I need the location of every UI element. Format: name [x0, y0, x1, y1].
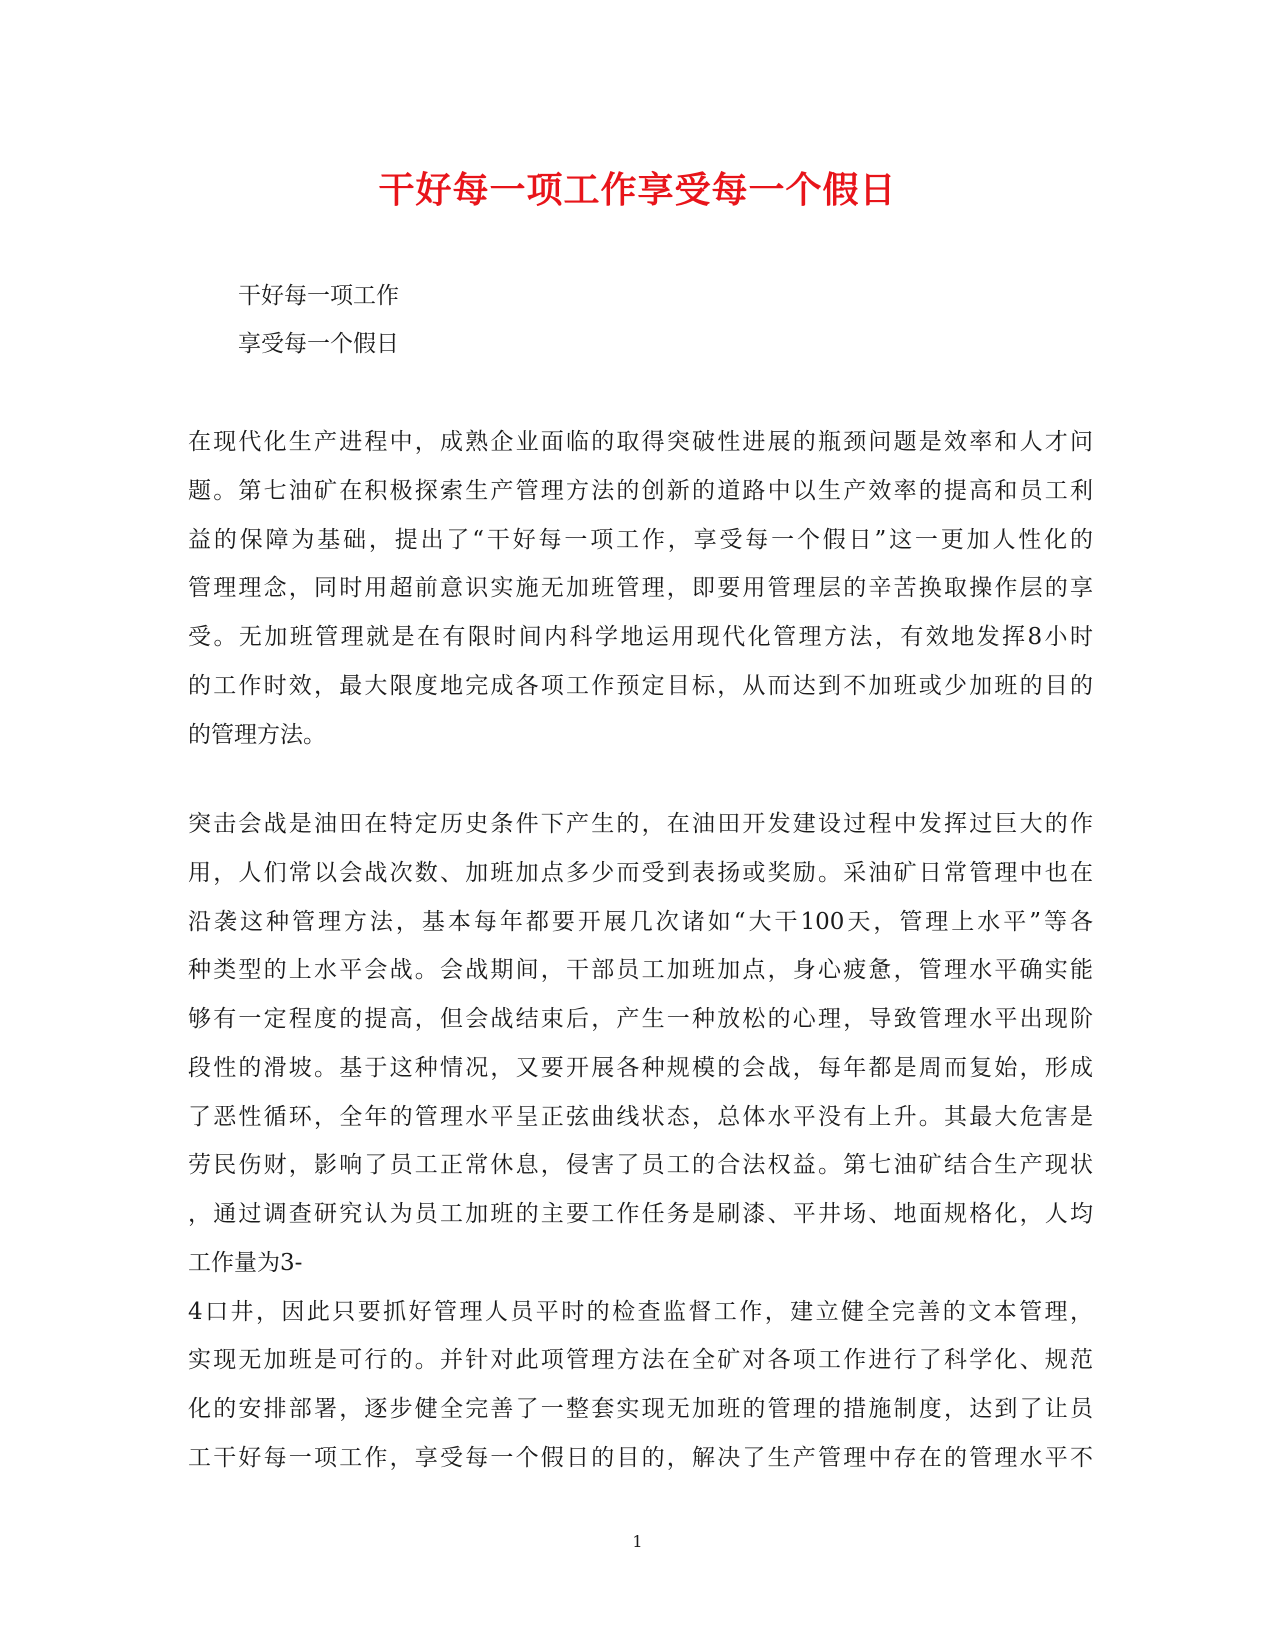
paragraph-line: 沿袭这种管理方法，基本每年都要开展几次诸如“大干100天，管理上水平”等各 [188, 908, 1093, 935]
paragraph-line: 突击会战是油田在特定历史条件下产生的，在油田开发建设过程中发挥过巨大的作 [188, 811, 1093, 837]
paragraph-line: 种类型的上水平会战。会战期间，干部员工加班加点，身心疲惫，管理水平确实能 [188, 957, 1093, 984]
paragraph-line: 的工作时效，最大限度地完成各项工作预定目标，从而达到不加班或少加班的目的 [188, 672, 1093, 699]
paragraph-line: 用，人们常以会战次数、加班加点多少而受到表扬或奖励。采油矿日常管理中也在 [188, 859, 1093, 886]
paragraph-line: 的管理方法。 [188, 721, 326, 748]
paragraph-line: 管理理念，同时用超前意识实施无加班管理，即要用管理层的辛苦换取操作层的享 [188, 575, 1093, 602]
paragraph-line: 4口井，因此只要抓好管理人员平时的检查监督工作，建立健全完善的文本管理， [188, 1298, 1093, 1325]
paragraph-line: 工作量为3- [188, 1249, 303, 1276]
paragraph-line: 题。第七油矿在积极探索生产管理方法的创新的道路中以生产效率的提高和员工利 [188, 477, 1093, 504]
paragraph-line: 劳民伤财，影响了员工正常休息，侵害了员工的合法权益。第七油矿结合生产现状 [188, 1152, 1093, 1179]
document-title: 干好每一项工作享受每一个假日 [378, 169, 897, 211]
paragraph-line: 受。无加班管理就是在有限时间内科学地运用现代化管理方法，有效地发挥8小时 [188, 624, 1093, 650]
paragraph-line: 益的保障为基础，提出了“干好每一项工作，享受每一个假日”这一更加人性化的 [188, 526, 1093, 553]
paragraph [188, 418, 1093, 759]
subtitle-line: 干好每一项工作 [238, 283, 399, 309]
paragraph [188, 800, 1093, 1483]
page-number: 1 [632, 1532, 643, 1551]
paragraph-line: 够有一定程度的提高，但会战结束后，产生一种放松的心理，导致管理水平出现阶 [188, 1006, 1093, 1032]
paragraph-line: 实现无加班是可行的。并针对此项管理方法在全矿对各项工作进行了科学化、规范 [188, 1347, 1093, 1374]
paragraph-line: 在现代化生产进程中，成熟企业面临的取得突破性进展的瓶颈问题是效率和人才问 [188, 429, 1093, 455]
paragraph-line: 化的安排部署，逐步健全完善了一整套实现无加班的管理的措施制度，达到了让员 [188, 1396, 1093, 1422]
paragraph-line: 工干好每一项工作，享受每一个假日的目的，解决了生产管理中存在的管理水平不 [188, 1444, 1093, 1471]
paragraph-line: 了恶性循环，全年的管理水平呈正弦曲线状态，总体水平没有上升。其最大危害是 [188, 1103, 1093, 1130]
paragraph-line: 段性的滑坡。基于这种情况，又要开展各种规模的会战，每年都是周而复始，形成 [188, 1054, 1093, 1081]
subtitle-line: 享受每一个假日 [238, 331, 399, 357]
paragraph-line: ，通过调查研究认为员工加班的主要工作任务是刷漆、平井场、地面规格化，人均 [188, 1201, 1093, 1227]
